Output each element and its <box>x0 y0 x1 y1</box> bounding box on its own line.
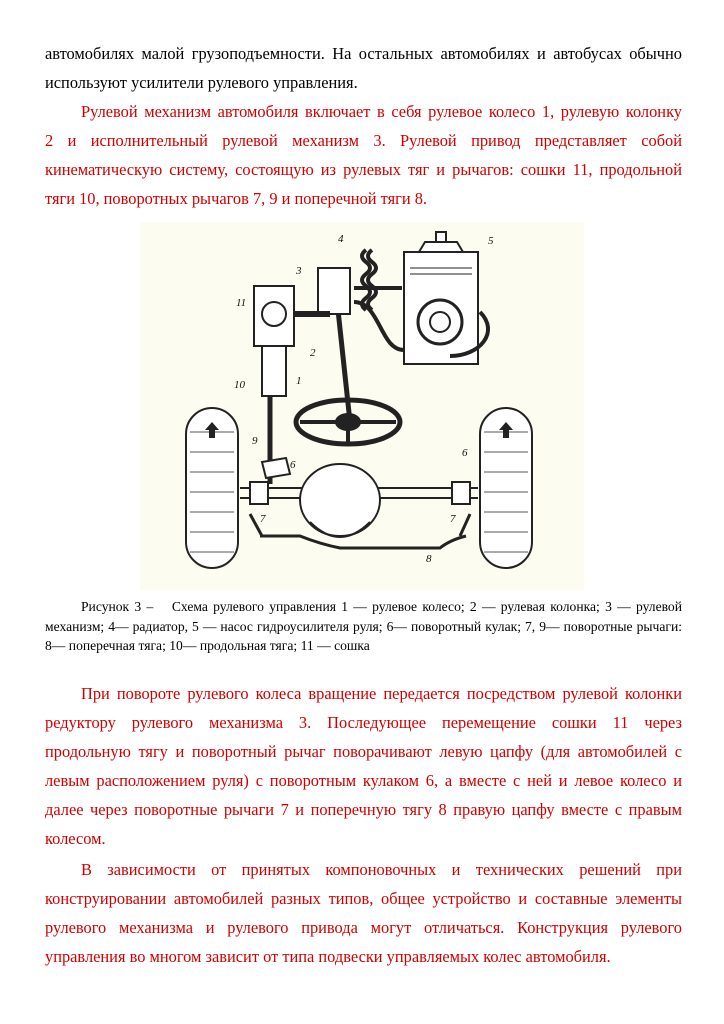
label-4: 4 <box>338 233 344 245</box>
label-10: 10 <box>234 379 245 391</box>
label-6-left: 6 <box>290 459 296 471</box>
label-11: 11 <box>236 297 247 309</box>
label-6-right: 6 <box>462 447 468 459</box>
paragraph-steering-operation <box>45 679 682 853</box>
para1-line: 2 и исполнительный рулевой механизм 3. Рулевой привод представляет собой <box>45 131 682 150</box>
para3-line: В зависимости от принятых компоновочных и технических решений при <box>81 860 682 879</box>
tie-rod <box>260 536 466 548</box>
label-3: 3 <box>296 265 302 277</box>
steering-gear <box>318 268 350 314</box>
figure-caption <box>45 597 682 656</box>
label-2: 2 <box>310 347 316 359</box>
para2-line: При повороте рулевого колеса вращение передается посредством рулевой колонки <box>81 684 682 703</box>
para3-line: конструировании автомобилей разных типов, общее устройство и составные элементы <box>45 889 682 908</box>
label-5: 5 <box>488 235 494 247</box>
label-7-left: 7 <box>260 513 266 525</box>
label-9: 9 <box>252 435 258 447</box>
para1-line: тяги 10, поворотных рычагов 7, 9 и поперечной тяги 8. <box>45 189 428 208</box>
para3-line: рулевого механизма и рулевого привода могут отличаться. Конструкция рулевого <box>45 918 682 937</box>
para2-line: левым расположением руля) с поворотным кулаком 6, а вместе с ней и левое колесо и <box>45 771 682 790</box>
intro-line-2: используют усилители рулевого управления. <box>45 73 358 92</box>
steering-diagram-svg <box>140 222 584 590</box>
para2-line: редуктору рулевого механизма 3. Последующее перемещение сошки 11 через <box>45 713 682 732</box>
para3-line: управления во многом зависит от типа подвески управляемых колес автомобиля. <box>45 947 611 966</box>
intro-paragraph <box>45 39 682 97</box>
para1-line: Рулевой механизм автомобиля включает в себя рулевое колесо 1, рулевую колонку <box>81 102 682 121</box>
para2-line: колесом. <box>45 829 106 848</box>
para1-line: кинематическую систему, состоящую из рулевых тяг и рычагов: сошки 11, продольной <box>45 160 682 179</box>
para2-line: далее через поворотные рычаги 7 и поперечную тягу 8 правую цапфу вместе с правым <box>45 800 682 819</box>
steering-system-diagram <box>140 222 584 590</box>
label-8: 8 <box>426 553 432 565</box>
paragraph-design-variations <box>45 855 682 971</box>
caption-text: Схема рулевого управления 1 — рулевое колесо; 2 — рулевая колонка; 3 — рулевой механизм; 4— радиатор, 5 — насос гидроусилителя руля; 6— поворотный кулак; 7, 9— поворотные рычаги: 8— поперечная тяга; 10— продольная тяга; 11 — сошка <box>45 599 683 653</box>
caption-prefix: Рисунок 3 – <box>81 599 154 614</box>
label-7-right: 7 <box>450 513 456 525</box>
paragraph-steering-mechanism <box>45 97 682 213</box>
intro-line-1: автомобилях малой грузоподъемности. На остальных автомобилях и автобусах обычно <box>45 44 682 63</box>
label-1: 1 <box>296 375 302 387</box>
para2-line: продольную тягу и поворотный рычаг поворачивают левую цапфу (для автомобилей с <box>45 742 682 761</box>
